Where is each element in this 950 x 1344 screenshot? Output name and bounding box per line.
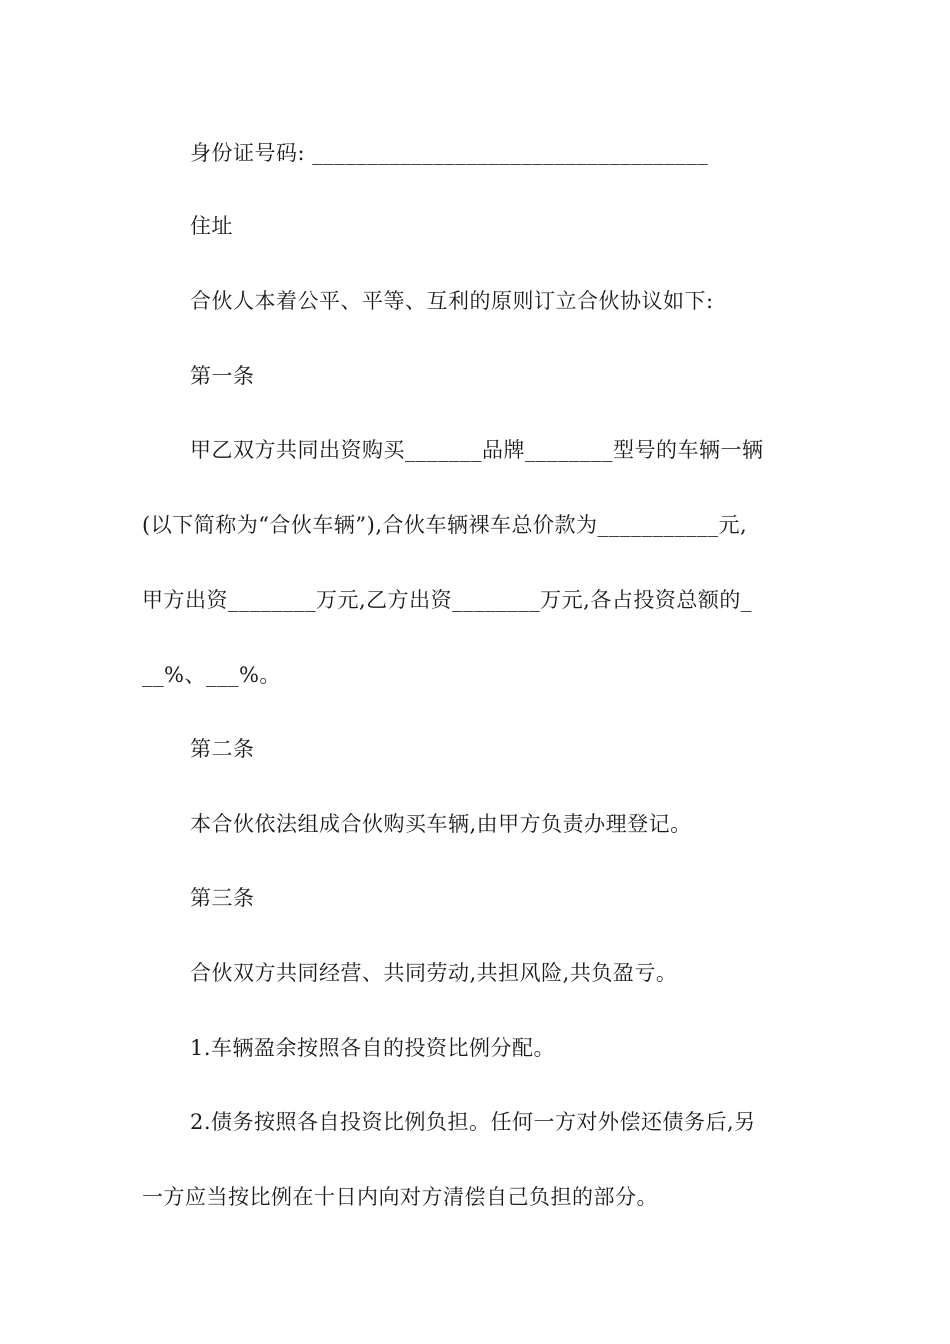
article-1-heading: 第一条 — [190, 364, 255, 388]
clause-2-line-2: 一方应当按比例在十日内向对方清偿自己负担的部分。 — [142, 1185, 658, 1209]
article-1-paragraph-line-1: 甲乙双方共同出资购买_______品牌________型号的车辆一辆 — [190, 438, 764, 462]
article-1-paragraph-line-4: __%、___%。 — [142, 663, 281, 687]
article-1-paragraph-line-2: (以下简称为“合伙车辆”),合伙车辆裸车总价款为___________元, — [142, 513, 748, 537]
agreement-intro: 合伙人本着公平、平等、互利的原则订立合伙协议如下: — [190, 289, 714, 313]
article-2-paragraph: 本合伙依法组成合伙购买车辆,由甲方负责办理登记。 — [190, 812, 692, 836]
article-2-heading: 第二条 — [190, 737, 255, 761]
article-3-heading: 第三条 — [190, 886, 255, 910]
article-1-paragraph-line-3: 甲方出资________万元,乙方出资________万元,各占投资总额的_ — [142, 588, 752, 612]
clause-1: 1.车辆盈余按照各自的投资比例分配。 — [190, 1036, 556, 1060]
clause-2-line-1: 2.债务按照各自投资比例负担。任何一方对外偿还债务后,另 — [190, 1110, 756, 1134]
address-line: 住址 — [190, 214, 233, 238]
id-number-line: 身份证号码: ____________________________________ — [190, 141, 709, 165]
article-3-paragraph: 合伙双方共同经营、共同劳动,共担风险,共负盈亏。 — [190, 961, 678, 985]
